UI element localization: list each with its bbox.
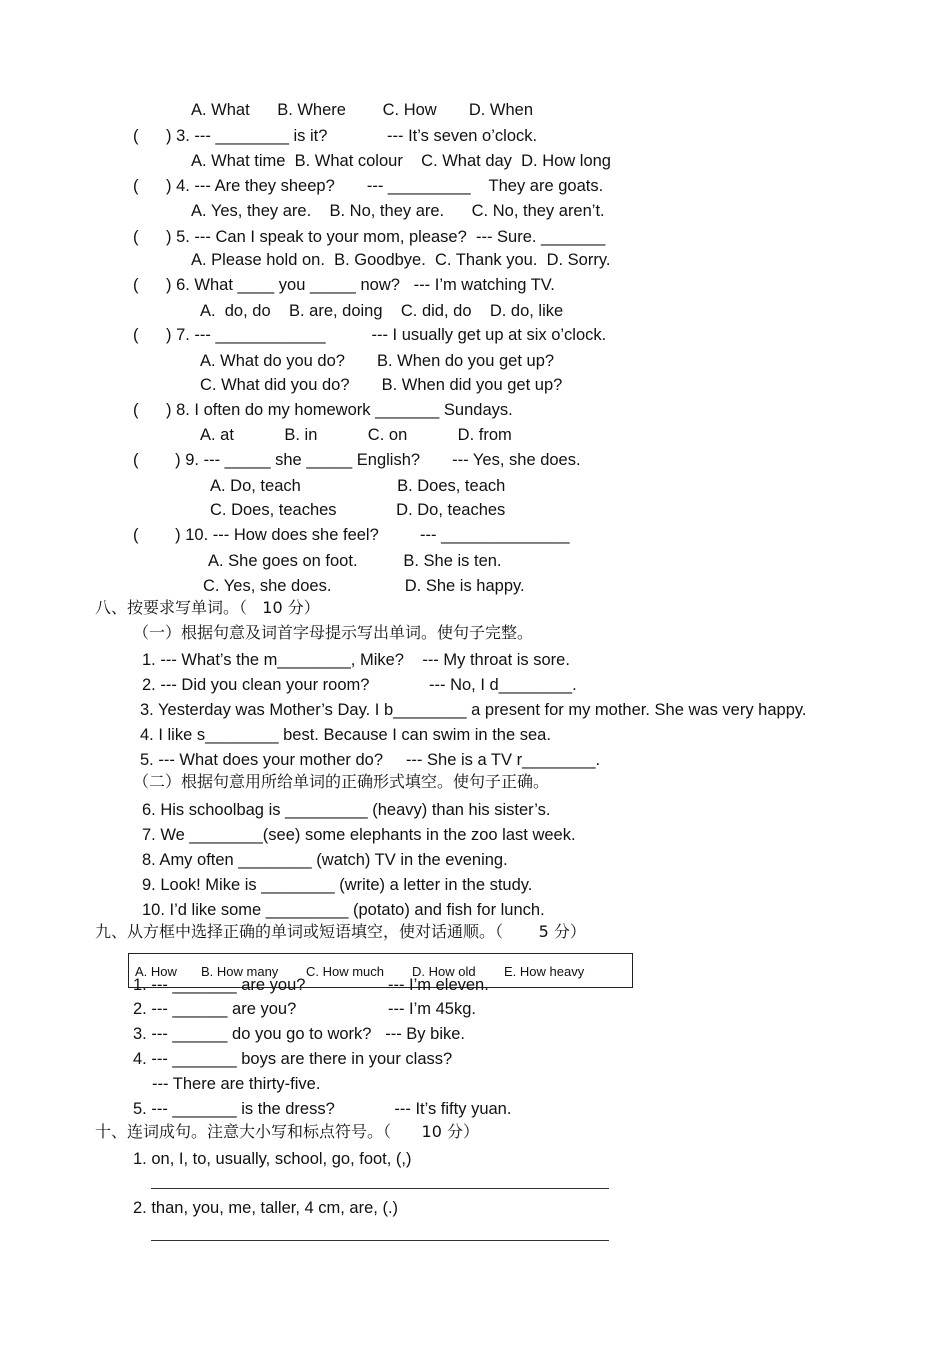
section-9-item-4-answer: --- There are thirty-five. xyxy=(152,1075,321,1093)
q9-options-b: C. Does, teaches D. Do, teaches xyxy=(210,501,506,519)
section-10-item-2: 2. than, you, me, taller, 4 cm, are, (.) xyxy=(133,1199,399,1217)
section-8-item-7: 7. We ________(see) some elephants in the zoo last week. xyxy=(142,826,576,844)
question-5: ( ) 5. --- Can I speak to your mom, please? --- Sure. _______ xyxy=(133,228,606,246)
q9-options-a: A. Do, teach B. Does, teach xyxy=(210,477,506,495)
section-9-item-3: 3. --- ______ do you go to work? --- By bike. xyxy=(133,1025,465,1043)
section-8-item-4: 4. I like s________ best. Because I can swim in the sea. xyxy=(140,726,551,744)
section-8-title: 八、按要求写单词。（ 10 分） xyxy=(95,598,320,617)
section-8-item-9: 9. Look! Mike is ________ (write) a letter in the study. xyxy=(142,876,533,894)
section-8-item-2: 2. --- Did you clean your room? --- No, I d________. xyxy=(142,676,577,694)
question-10: ( ) 10. --- How does she feel? --- ______________ xyxy=(133,526,570,544)
section-9-item-2: 2. --- ______ are you? --- I’m 45kg. xyxy=(133,1000,476,1018)
section-8-item-5: 5. --- What does your mother do? --- She is a TV r________. xyxy=(140,751,601,769)
word-bank-option-e: E. How heavy xyxy=(504,964,585,979)
question-9: ( ) 9. --- _____ she _____ English? --- Yes, she does. xyxy=(133,451,581,469)
section-8-item-1: 1. --- What’s the m________, Mike? --- My throat is sore. xyxy=(142,651,570,669)
section-8-part-1-instruction: （一）根据句意及词首字母提示写出单词。使句子完整。 xyxy=(133,623,534,642)
section-8-item-3: 3. Yesterday was Mother’s Day. I b________ a present for my mother. She was very happy. xyxy=(140,701,807,719)
q6-options: A. do, do B. are, doing C. did, do D. do, like xyxy=(200,302,564,320)
q7-options-a: A. What do you do? B. When do you get up? xyxy=(200,352,555,370)
section-10-title: 十、连词成句。注意大小写和标点符号。（ 10 分） xyxy=(95,1122,479,1141)
section-9-title: 九、从方框中选择正确的单词或短语填空，使对话通顺。（ 5 分） xyxy=(95,922,586,941)
section-8-item-8: 8. Amy often ________ (watch) TV in the evening. xyxy=(142,851,508,869)
section-8-part-2-instruction: （二）根据句意用所给单词的正确形式填空。使句子正确。 xyxy=(133,772,550,791)
q3-options: A. What time B. What colour C. What day D. How long xyxy=(191,152,611,170)
word-bank-option-a: A. How xyxy=(135,964,177,979)
question-6: ( ) 6. What ____ you _____ now? --- I’m watching TV. xyxy=(133,276,555,294)
section-9-item-5: 5. --- _______ is the dress? --- It’s fifty yuan. xyxy=(133,1100,512,1118)
section-9-item-1: 1. --- _______ are you? --- I’m eleven. xyxy=(133,976,489,994)
q8-options: A. at B. in C. on D. from xyxy=(200,426,512,444)
q4-options: A. Yes, they are. B. No, they are. C. No, they aren’t. xyxy=(191,202,605,220)
question-3: ( ) 3. --- ________ is it? --- It’s seven o’clock. xyxy=(133,127,538,145)
q7-options-b: C. What did you do? B. When did you get up? xyxy=(200,376,563,394)
section-10-item-1: 1. on, I, to, usually, school, go, foot, (,) xyxy=(133,1150,412,1168)
answer-line-1[interactable] xyxy=(151,1188,609,1189)
section-8-item-10: 10. I’d like some _________ (potato) and fish for lunch. xyxy=(142,901,545,919)
word-bank-option-b: B. How many xyxy=(201,964,279,979)
q10-options-a: A. She goes on foot. B. She is ten. xyxy=(208,552,502,570)
section-8-item-6: 6. His schoolbag is _________ (heavy) than his sister’s. xyxy=(142,801,551,819)
question-7: ( ) 7. --- ____________ --- I usually get up at six o’clock. xyxy=(133,326,607,344)
question-4: ( ) 4. --- Are they sheep? --- _________ They are goats. xyxy=(133,177,604,195)
section-9-item-4: 4. --- _______ boys are there in your class? xyxy=(133,1050,453,1068)
answer-line-2[interactable] xyxy=(151,1240,609,1241)
word-bank-option-d: D. How old xyxy=(412,964,476,979)
q2-options: A. What B. Where C. How D. When xyxy=(191,101,534,119)
q5-options: A. Please hold on. B. Goodbye. C. Thank you. D. Sorry. xyxy=(191,251,611,269)
q10-options-b: C. Yes, she does. D. She is happy. xyxy=(203,577,525,595)
word-bank-option-c: C. How much xyxy=(306,964,385,979)
question-8: ( ) 8. I often do my homework _______ Sundays. xyxy=(133,401,513,419)
